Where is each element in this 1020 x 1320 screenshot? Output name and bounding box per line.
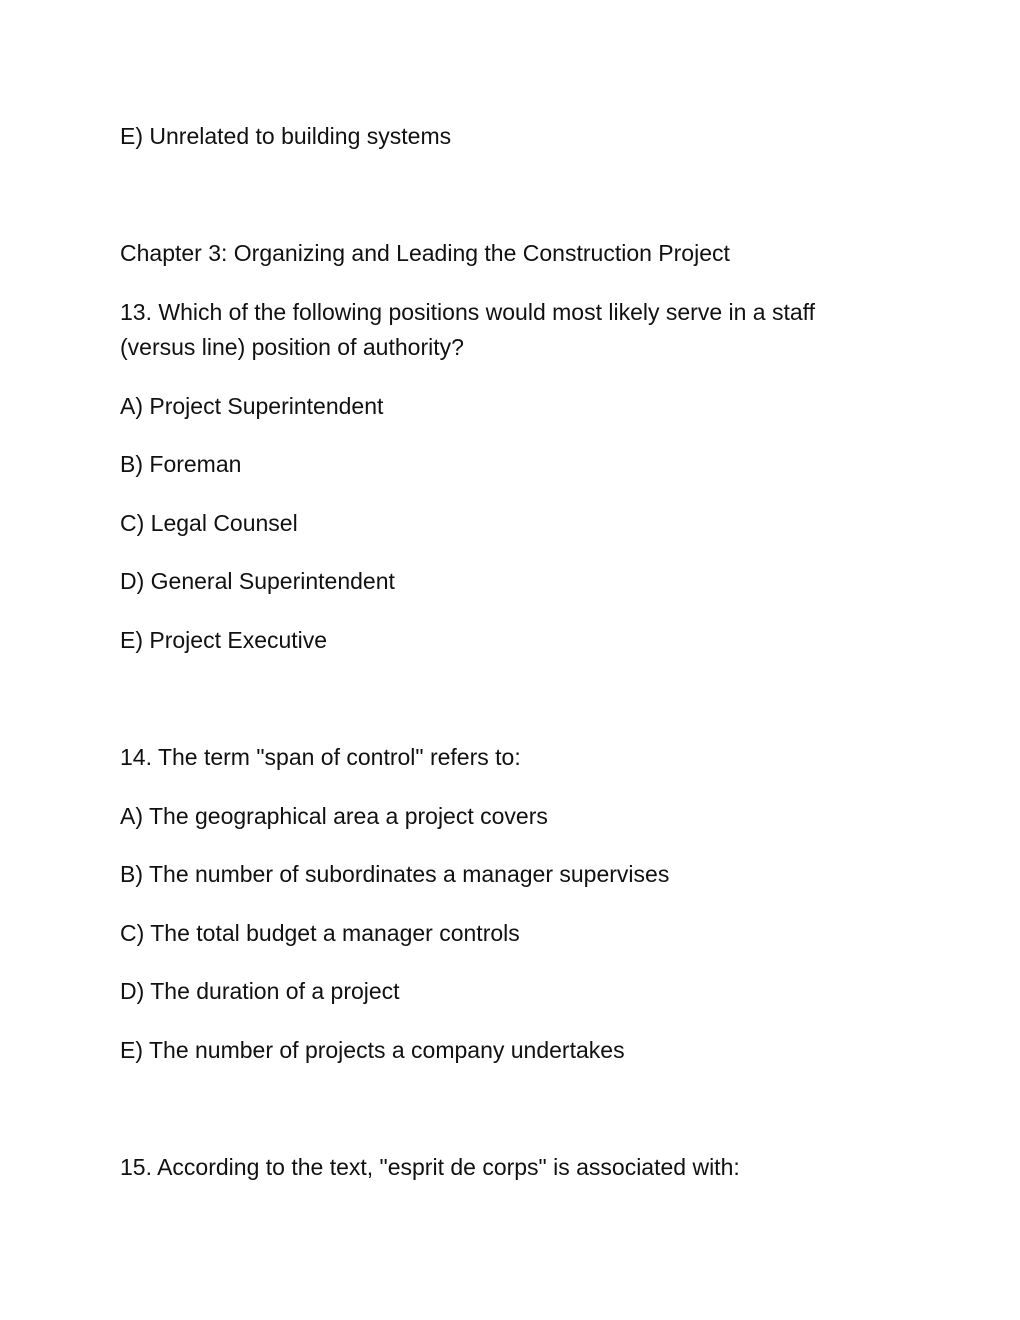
previous-question-option-e: E) Unrelated to building systems xyxy=(120,123,452,149)
question-14-option-e: E) The number of projects a company undertakes xyxy=(120,1037,625,1063)
question-14-option-d: D) The duration of a project xyxy=(120,978,400,1004)
question-13-option-b: B) Foreman xyxy=(120,451,242,477)
question-13-option-c: C) Legal Counsel xyxy=(120,510,298,536)
question-13-option-e: E) Project Executive xyxy=(120,627,328,653)
question-13-option-a: A) Project Superintendent xyxy=(120,393,384,419)
question-14-option-b: B) The number of subordinates a manager supervises xyxy=(120,861,670,887)
chapter-heading: Chapter 3: Organizing and Leading the Construction Project xyxy=(120,240,730,266)
question-14-prompt: 14. The term "span of control" refers to: xyxy=(120,744,521,770)
question-13-prompt: 13. Which of the following positions would most likely serve in a staff (versus line) position of authority? xyxy=(120,299,816,360)
question-14-option-a: A) The geographical area a project covers xyxy=(120,803,548,829)
question-14-option-c: C) The total budget a manager controls xyxy=(120,920,520,946)
question-13-option-d: D) General Superintendent xyxy=(120,568,395,594)
question-15-prompt: 15. According to the text, "esprit de corps" is associated with: xyxy=(120,1154,740,1180)
